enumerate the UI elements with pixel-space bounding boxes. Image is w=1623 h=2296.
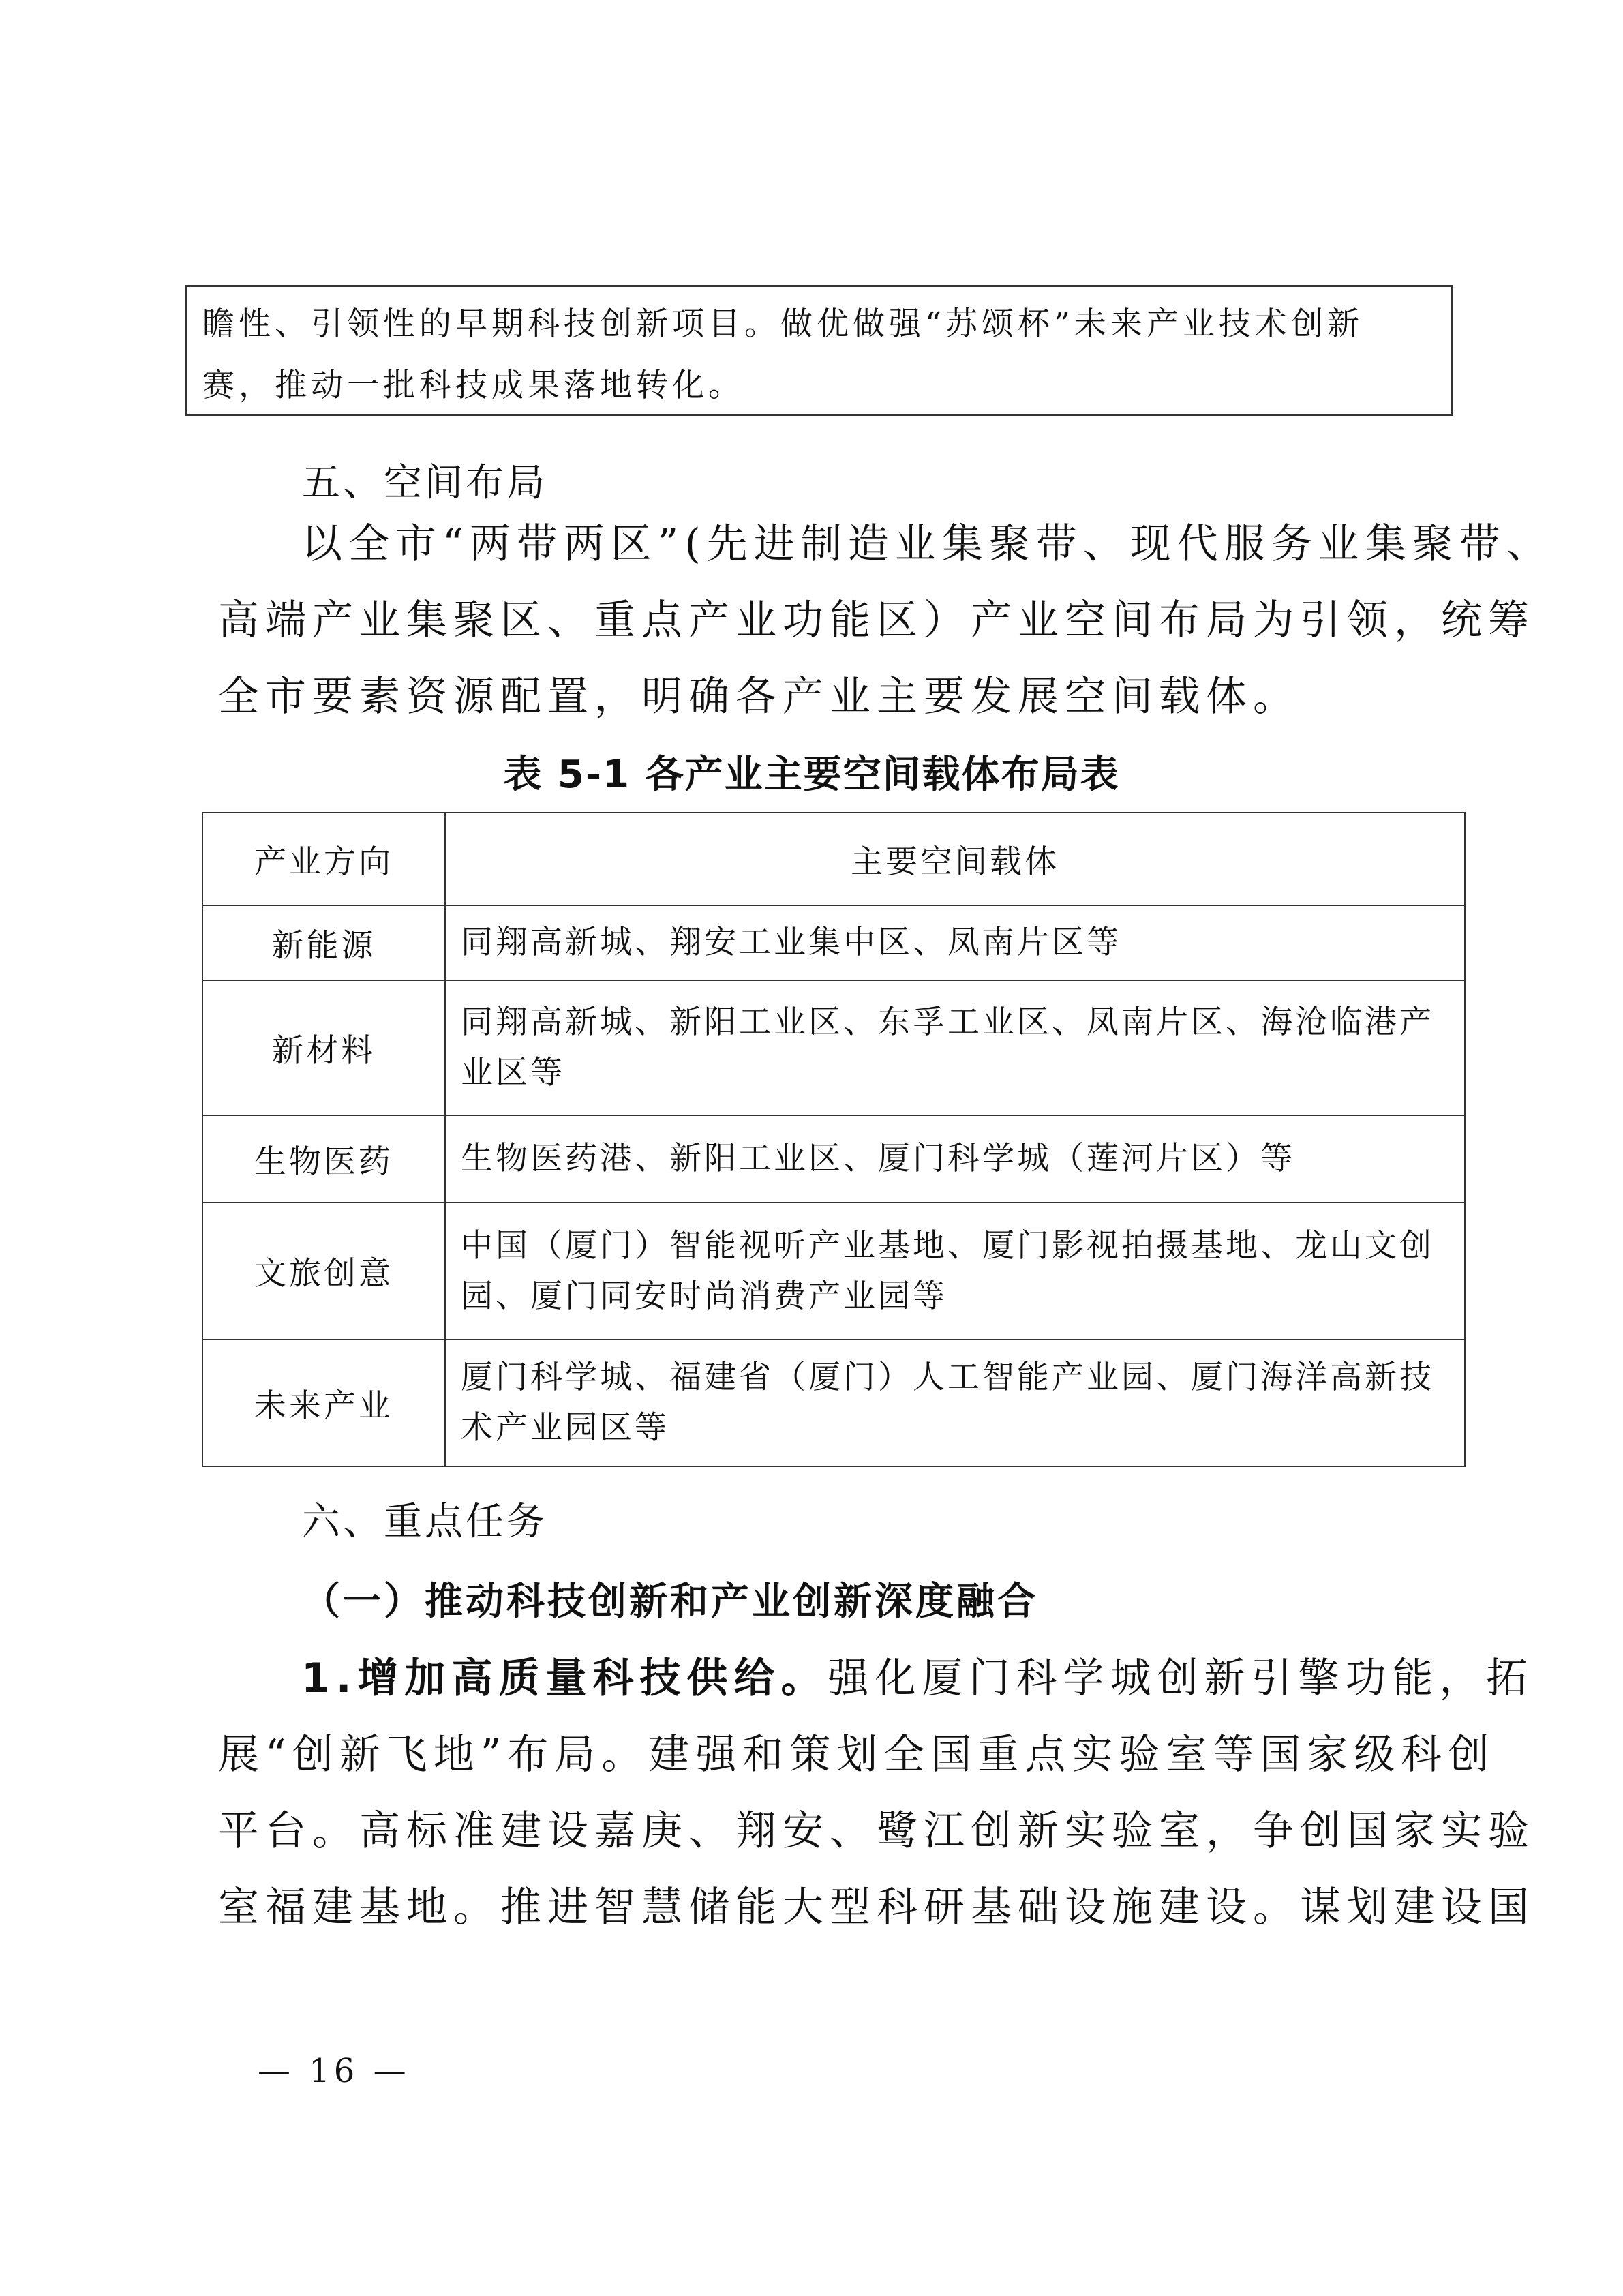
- paragraph-line: 室福建基地。推进智慧储能大型科研基础设施建设。谋划建设国: [218, 1884, 1535, 1931]
- industry-cell: 未来产业: [202, 1340, 445, 1466]
- section-heading-6: 六、重点任务: [302, 1500, 547, 1544]
- box-text-line: 瞻性、引领性的早期科技创新项目。做优做强“苏颂杯”未来产业技术创新: [202, 305, 1364, 343]
- continued-text-box: [185, 285, 1453, 416]
- carrier-cell: 同翔高新城、新阳工业区、东孚工业区、凤南片区、海沧临港产业区等: [445, 980, 1465, 1115]
- table-row: [202, 1115, 1465, 1203]
- table-row: [202, 1203, 1465, 1340]
- industry-cell: 生物医药: [202, 1115, 445, 1203]
- table-header-cell: 主要空间载体: [445, 813, 1465, 905]
- table-row: [202, 1340, 1465, 1466]
- paragraph-line: 平台。高标准建设嘉庚、翔安、鹭江创新实验室，争创国家实验: [218, 1807, 1535, 1855]
- industry-cell: 新材料: [202, 980, 445, 1115]
- table-row: [202, 980, 1465, 1115]
- paragraph-line: [218, 1640, 1535, 1717]
- item-lead: 1.增加高质量科技供给。: [301, 1655, 828, 1702]
- table-header-cell: 产业方向: [202, 813, 445, 905]
- paragraph-line: 展“创新飞地”布局。建强和策划全国重点实验室等国家级科创: [218, 1731, 1496, 1779]
- carrier-cell: 中国（厦门）智能视听产业基地、厦门影视拍摄基地、龙山文创园、厦门同安时尚消费产业园等: [445, 1203, 1465, 1340]
- section-heading-5: 五、空间布局: [302, 461, 547, 505]
- industry-cell: 文旅创意: [202, 1203, 445, 1340]
- box-text-line: 赛，推动一批科技成果落地转化。: [202, 367, 744, 404]
- spatial-carrier-table: [202, 812, 1466, 1467]
- table-caption: 表 5-1 各产业主要空间载体布局表: [503, 753, 1120, 797]
- section5-paragraph: [218, 506, 1553, 735]
- paragraph-line: 以全市“两带两区”(先进制造业集聚带、现代服务业集聚带、: [301, 520, 1553, 568]
- paragraph-line: 高端产业集聚区、重点产业功能区）产业空间布局为引领，统筹: [218, 596, 1535, 644]
- industry-cell: 新能源: [202, 905, 445, 980]
- section6-paragraph: [218, 1640, 1535, 1946]
- table-row: [202, 905, 1465, 980]
- page-number: — 16 —: [258, 2052, 410, 2090]
- paragraph-line: 全市要素资源配置，明确各产业主要发展空间载体。: [218, 673, 1300, 721]
- carrier-cell: 同翔高新城、翔安工业集中区、凤南片区等: [445, 905, 1465, 980]
- table-header-row: [202, 813, 1465, 905]
- item-text: 强化厦门科学城创新引擎功能，拓: [828, 1655, 1534, 1702]
- carrier-cell: 生物医药港、新阳工业区、厦门科学城（莲河片区）等: [445, 1115, 1465, 1203]
- subsection-heading: （一）推动科技创新和产业创新深度融合: [302, 1580, 1038, 1624]
- carrier-cell: 厦门科学城、福建省（厦门）人工智能产业园、厦门海洋高新技术产业园区等: [445, 1340, 1465, 1466]
